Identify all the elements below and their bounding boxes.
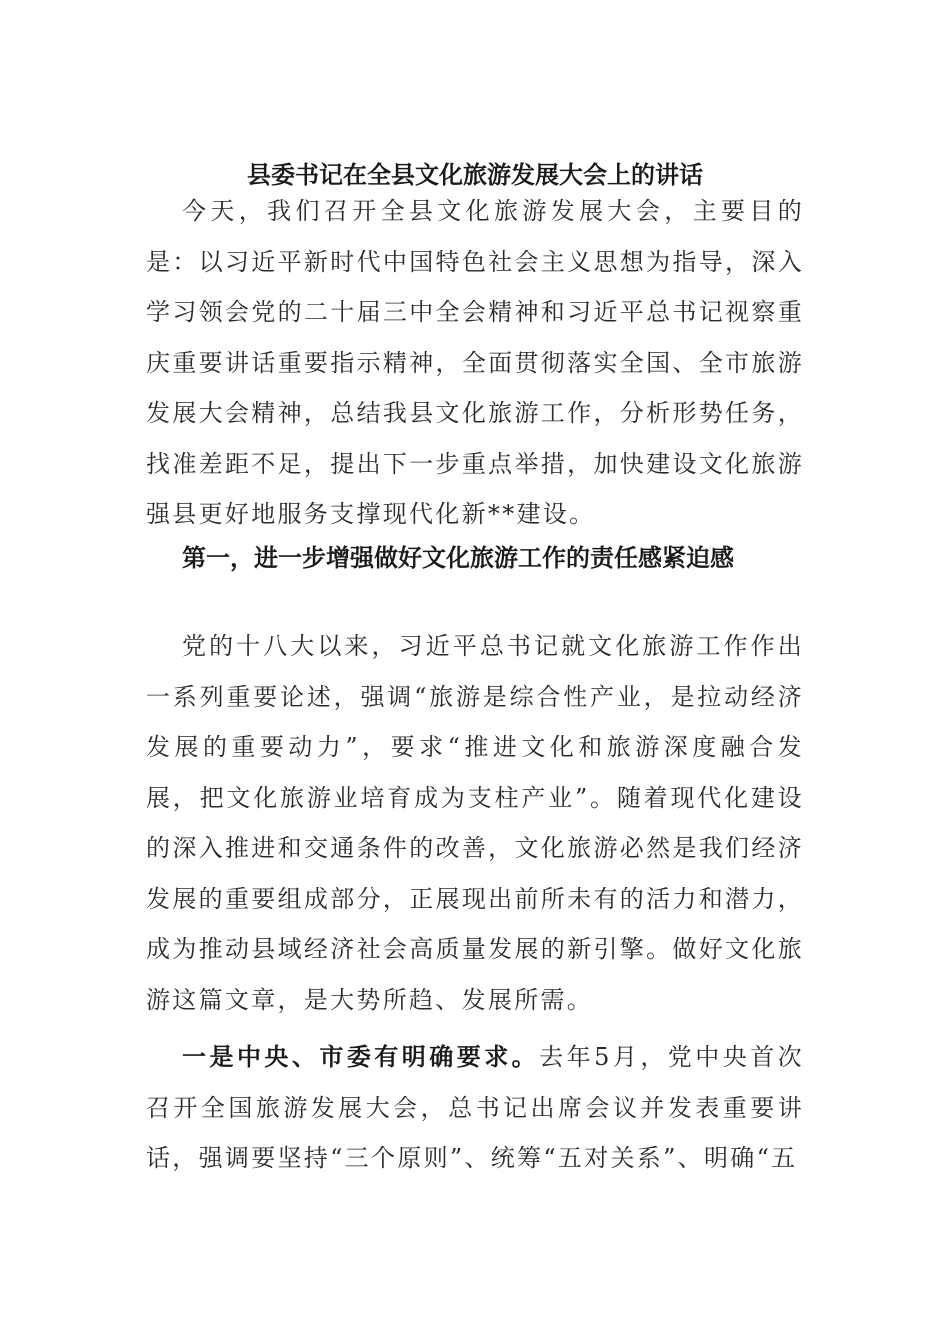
point-1-text: 去年5月，党中央首次召开全国旅游发展大会，总书记出席会议并发表重要讲话，强调要坚持“三个原则”、统筹“五对关系”、明确“五: [146, 1043, 804, 1172]
document-title: 县委书记在全县文化旅游发展大会上的讲话: [247, 160, 703, 189]
intro-paragraph: 今天，我们召开全县文化旅游发展大会，主要目的是：以习近平新时代中国特色社会主义思想为指导，深入学习领会党的二十届三中全会精神和习近平总书记视察重庆重要讲话重要指示精神，全面贯彻落实全国、全市旅游发展大会精神，总结我县文化旅游工作，分析形势任务，找准差距不足，提出下一步重点举措，加快建设文化旅游强县更好地服务支撑现代化新**建设。: [146, 197, 804, 528]
section-1-point-1-paragraph: [146, 1032, 804, 1184]
point-1-lead: 一是中央、市委有明确要求。: [182, 1042, 540, 1071]
section-1-paragraph: 党的十八大以来，习近平总书记就文化旅游工作作出一系列重要论述，强调“旅游是综合性产业，是拉动经济发展的重要动力”，要求“推进文化和旅游深度融合发展，把文化旅游业培育成为支柱产业”。随着现代化建设的深入推进和交通条件的改善，文化旅游必然是我们经济发展的重要组成部分，正展现出前所未有的活力和潜力，成为推动县域经济社会高质量发展的新引擎。做好文化旅游这篇文章，是大势所趋、发展所需。: [146, 632, 804, 1014]
section-1-heading: 第一，进一步增强做好文化旅游工作的责任感紧迫感: [182, 543, 734, 572]
